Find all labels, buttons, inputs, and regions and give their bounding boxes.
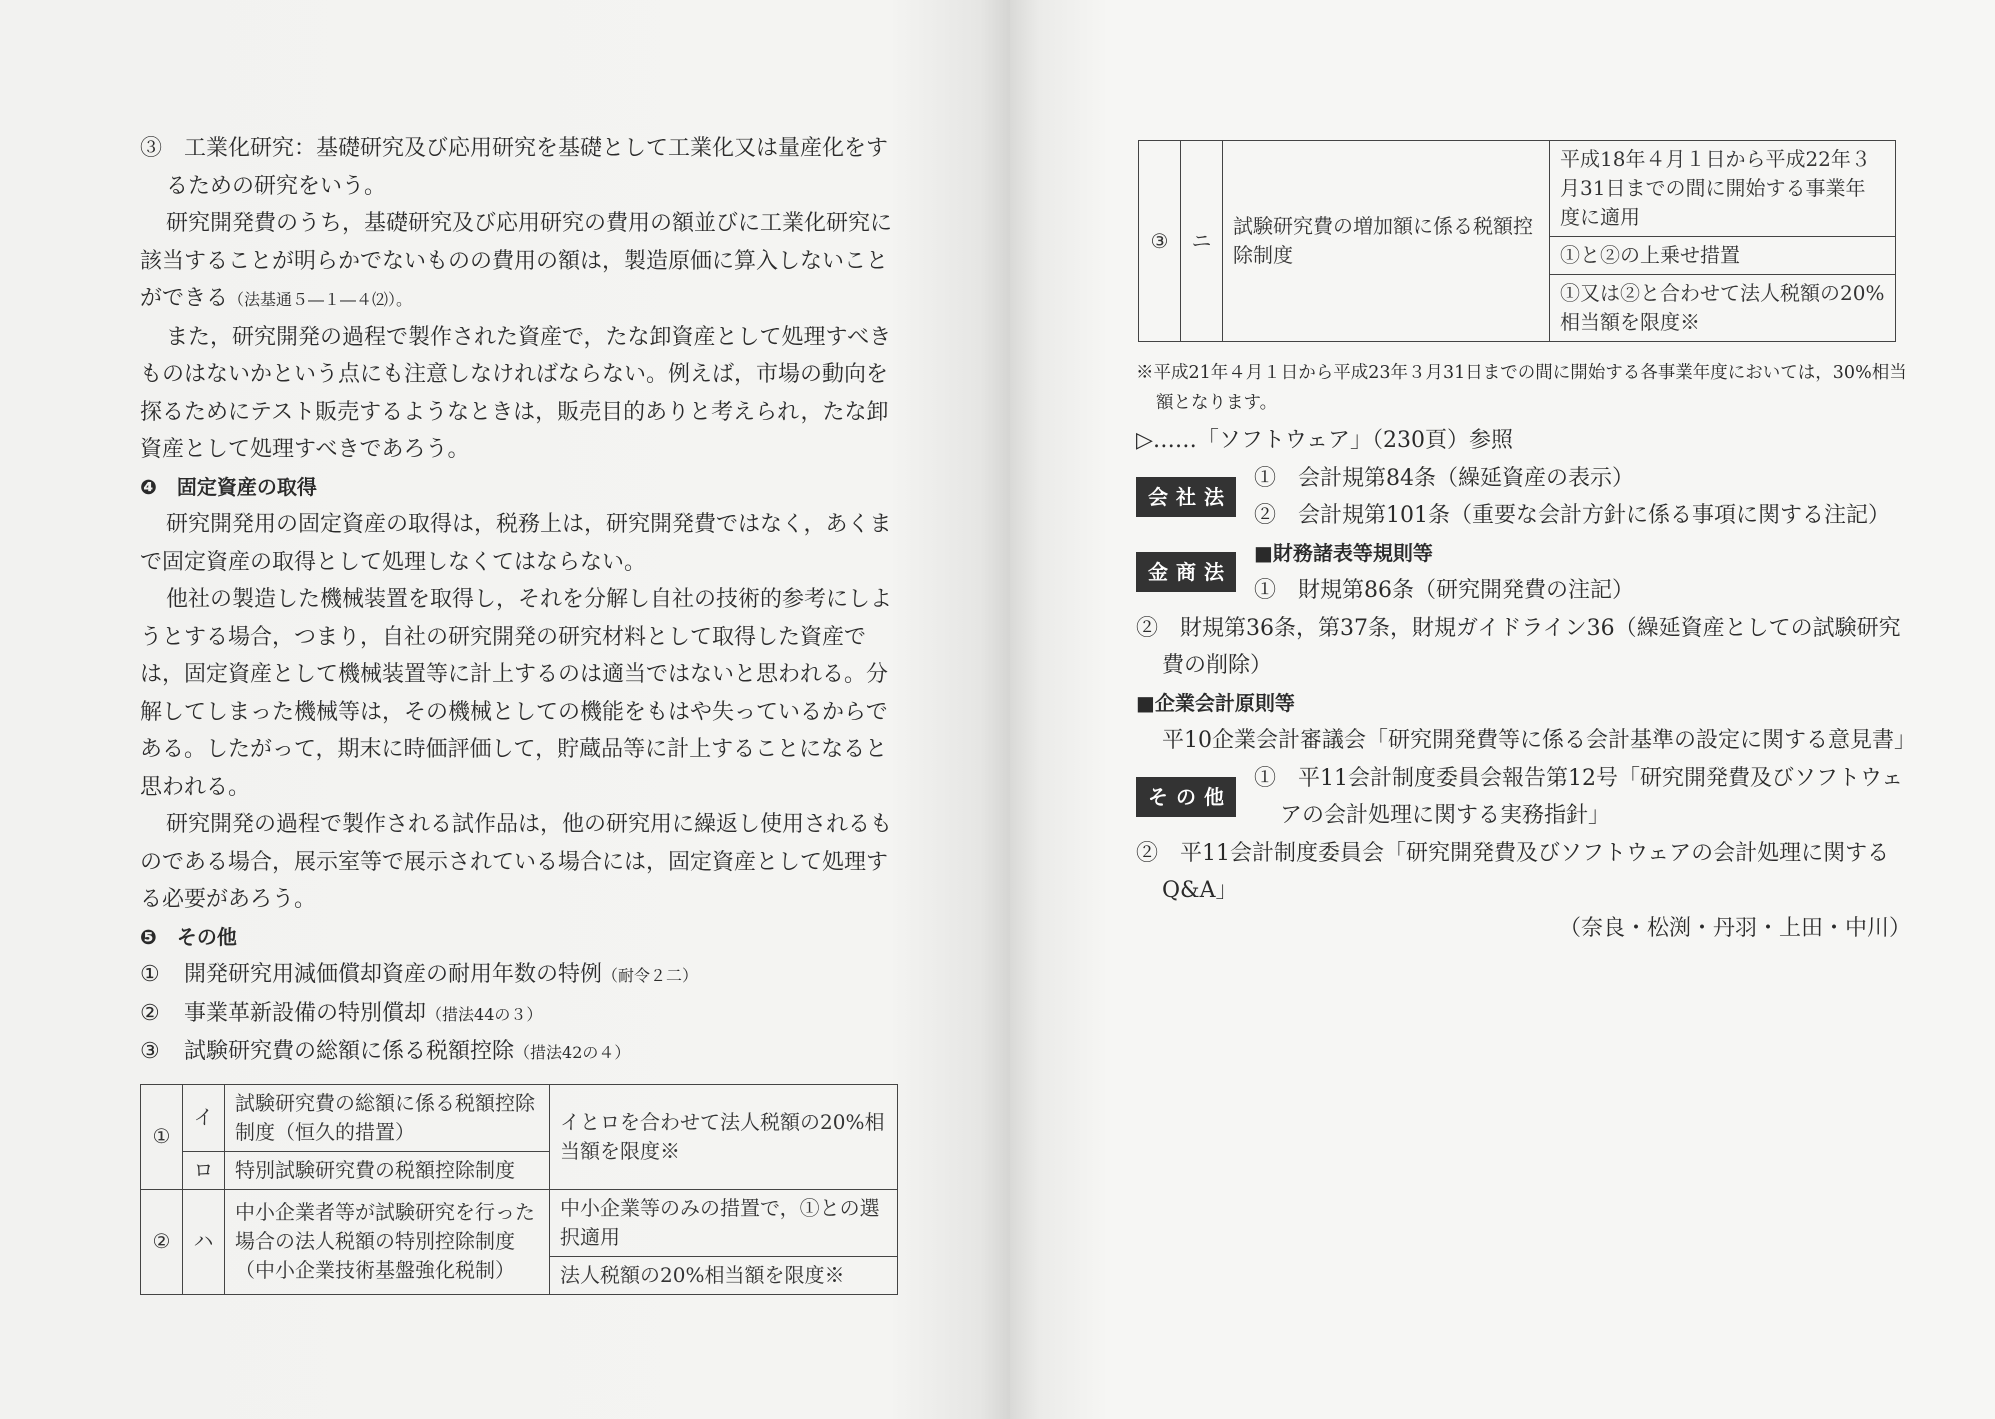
paragraph-machine-disassembly: 他社の製造した機械装置を取得し，それを分解し自社の技術的参考にしようとする場合，つまり，自社の研究開発の研究材料として取得した資産では，固定資産として機械装置等に計上するのは適当ではないと思われる。分解してしまった機械等は，その機械としての機能をもはや失っているからである。したがって，期末に時価評価して，貯蔵品等に計上することになると思われる。 (140, 587, 893, 800)
table-cell-desc: 中小企業者等が試験研究を行った場合の法人税額の特別控除制度（中小企業技術基盤強化税制） (225, 1189, 550, 1294)
table-cell-note: 平成18年４月１日から平成22年３月31日までの間に開始する事業年度に適用 (1550, 141, 1896, 237)
list-item: ① 平11会計制度委員会報告第12号「研究開発費及びソフトウェアの会計処理に関する実務指針」 (1254, 765, 1904, 828)
left-page-content (140, 130, 900, 1295)
paragraph-prototype: 研究開発の過程で製作される試作品は，他の研究用に繰返し使用されるものである場合，展示室等で展示されている場合には，固定資産として処理する必要があろう。 (140, 812, 893, 912)
paragraph-rd-cost-text: 研究開発費のうち，基礎研究及び応用研究の費用の額並びに工業化研究に該当することが明らかでないものの費用の額は，製造原価に算入しないことができる (140, 211, 893, 311)
table-cell-num: ③ (1139, 141, 1181, 342)
table-cell-kana: ロ (183, 1151, 225, 1189)
tax-credit-table (140, 1084, 898, 1295)
kigyo-text: 平10企業会計審議会「研究開発費等に係る会計基準の設定に関する意見書」 (1162, 728, 1916, 753)
table-cell-note: 法人税額の20%相当額を限度※ (550, 1256, 898, 1294)
list-item: ③ 試験研究費の総額に係る税額控除（措法42の４） (140, 1039, 631, 1064)
kinsho-section (1136, 535, 1911, 610)
footnote: ※平成21年４月１日から平成23年３月31日までの間に開始する各事業年度においては，30%相当額となります。 (1136, 363, 1907, 413)
table-cell-desc: 特別試験研究費の税額控除制度 (225, 1151, 550, 1189)
paragraph-rd-cost (140, 205, 900, 319)
table-cell-kana: ニ (1181, 141, 1223, 342)
kaisha-items (1254, 460, 1911, 535)
heading-other: ❺ その他 (140, 924, 237, 949)
table-row (141, 1084, 898, 1151)
table-cell-kana: ハ (183, 1189, 225, 1294)
table-cell-num: ① (141, 1084, 183, 1189)
kinsho-tag: 金商法 (1136, 552, 1236, 592)
list-item: ② 平11会計制度委員会「研究開発費及びソフトウェアの会計処理に関するQ&A」 (1136, 840, 1890, 903)
kaisha-section (1136, 460, 1911, 535)
see-reference: ▷……「ソフトウェア」（230頁）参照 (1136, 428, 1514, 453)
right-page-content (1136, 360, 1916, 947)
table-cell-kana: イ (183, 1084, 225, 1151)
increase-credit-table (1138, 140, 1896, 342)
table-cell-note: 中小企業等のみの措置で，①との選択適用 (550, 1189, 898, 1256)
paragraph-inventory-note: また，研究開発の過程で製作された資産で，たな卸資産として処理すべきものはないかという点にも注意しなければならない。例えば，市場の動向を探るためにテスト販売するようなときは，販売目的ありと考えられ，たな卸資産として処理すべきであろう。 (140, 324, 892, 462)
list-item: ② 会計規第101条（重要な会計方針に係る事項に関する注記） (1254, 503, 1890, 528)
sonota-items (1254, 760, 1911, 835)
list-item: ① 財規第86条（研究開発費の注記） (1254, 578, 1634, 603)
list-item: ② 事業革新設備の特別償却（措法44の３） (140, 1000, 543, 1026)
kigyo-heading: ■企業会計原則等 (1136, 690, 1295, 715)
table-cell-note: イとロを合わせて法人税額の20%相当額を限度※ (550, 1084, 898, 1189)
authors: （奈良・松渕・丹羽・上田・中川） (1558, 915, 1911, 941)
heading-fixed-asset-acquisition: ❹ 固定資産の取得 (140, 474, 317, 499)
table-row (141, 1189, 898, 1256)
table-cell-note: ①又は②と合わせて法人税額の20%相当額を限度※ (1550, 275, 1896, 342)
list-item: ① 会計規第84条（繰延資産の表示） (1254, 465, 1634, 491)
table-cell-num: ② (141, 1189, 183, 1294)
table-cell-note: ①と②の上乗せ措置 (1550, 237, 1896, 275)
sonota-tag: その他 (1136, 777, 1236, 817)
list-item: ① 開発研究用減価償却資産の耐用年数の特例（耐令２二） (140, 962, 699, 987)
table-cell-desc: 試験研究費の総額に係る税額控除制度（恒久的措置） (225, 1084, 550, 1151)
kaisha-tag: 会社法 (1136, 477, 1236, 517)
list-item: ② 財規第36条，第37条，財規ガイドライン36（繰延資産としての試験研究費の削除） (1136, 615, 1901, 678)
paragraph-industrialization-research: ③ 工業化研究：基礎研究及び応用研究を基礎として工業化又は量産化をするための研究をいう。 (140, 136, 889, 199)
table-row (1139, 141, 1896, 237)
paragraph-fixed-asset: 研究開発用の固定資産の取得は，税務上は，研究開発費ではなく，あくまで固定資産の取得として処理しなくてはならない。 (140, 512, 892, 575)
sonota-section (1136, 760, 1911, 835)
kinsho-heading: ■財務諸表等規則等 (1254, 540, 1433, 565)
kinsho-items (1254, 535, 1911, 610)
table-cell-desc: 試験研究費の増加額に係る税額控除制度 (1223, 141, 1550, 342)
paragraph-rd-cost-ref: （法基通５―１―４⑵）。 (228, 290, 413, 309)
